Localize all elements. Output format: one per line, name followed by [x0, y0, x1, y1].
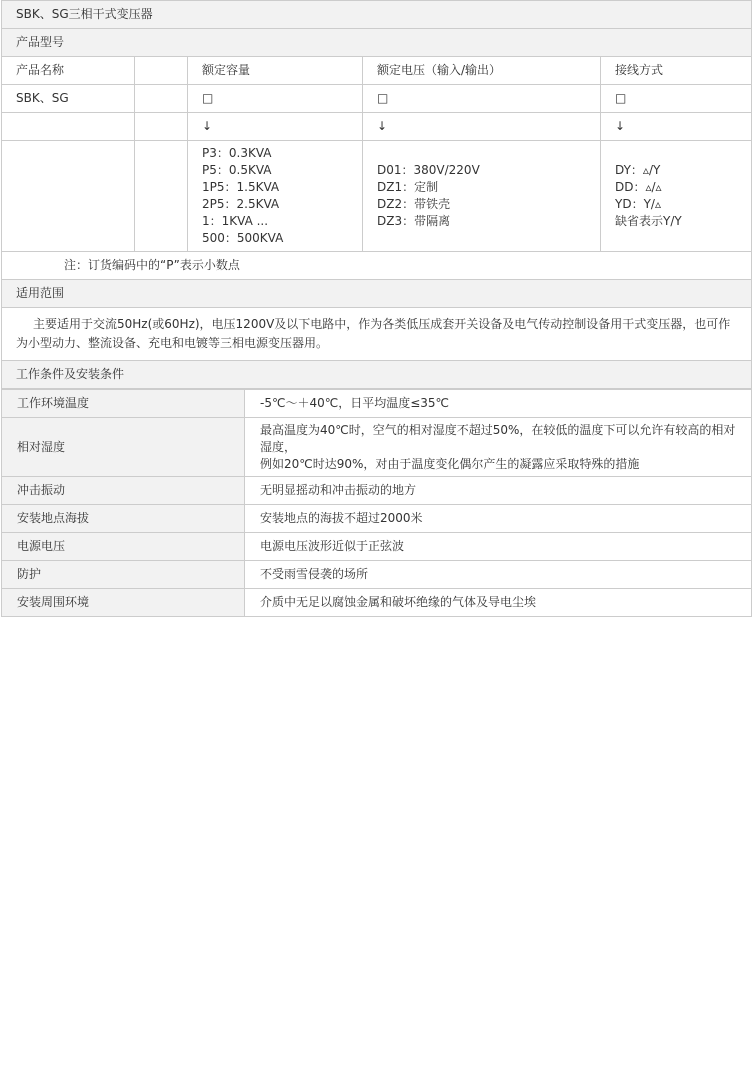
- wiring-option: DD：▵/▵: [615, 180, 662, 194]
- table-row: [2, 561, 752, 589]
- table-row: [2, 533, 752, 561]
- options-row-blank-1: [2, 141, 135, 252]
- condition-value: 介质中无足以腐蚀金属和破坏绝缘的气体及导电尘埃: [245, 589, 752, 617]
- conditions-title: 工作条件及安装条件: [2, 361, 752, 389]
- product-title: SBK、SG三相干式变压器: [2, 1, 752, 29]
- voltage-option: D01：380V/220V: [377, 163, 480, 177]
- wiring-placeholder: □: [601, 85, 752, 113]
- capacity-option: P3：0.3KVA: [202, 146, 272, 160]
- voltage-option: DZ1：定制: [377, 180, 439, 194]
- header-rated-voltage: 额定电压（输入/输出）: [363, 57, 601, 85]
- condition-label: 安装地点海拔: [2, 505, 245, 533]
- capacity-options: [188, 141, 363, 252]
- blank-value: [135, 85, 188, 113]
- scope-text: 主要适用于交流50Hz(或60Hz)，电压1200V及以下电路中，作为各类低压成套开关设备及电气传动控制设备用干式变压器，也可作为小型动力、整流设备、充电和电镀等三相电源变压器用。: [2, 308, 752, 361]
- table-row: [2, 390, 752, 418]
- voltage-option: DZ3：带隔离: [377, 214, 451, 228]
- condition-label: 相对湿度: [2, 418, 245, 477]
- humidity-line: 最高温度为40℃时，空气的相对湿度不超过50%，在较低的温度下可以允许有较高的相对湿度，: [260, 422, 736, 454]
- header-wiring: 接线方式: [601, 57, 752, 85]
- arrow-row-blank-2: [135, 113, 188, 141]
- capacity-arrow-icon: ↓: [188, 113, 363, 141]
- capacity-option: 500：500KVA: [202, 231, 284, 245]
- scope-title: 适用范围: [2, 280, 752, 308]
- voltage-placeholder: □: [363, 85, 601, 113]
- capacity-option: P5：0.5KVA: [202, 163, 272, 177]
- arrow-row-blank-1: [2, 113, 135, 141]
- table-row: [2, 505, 752, 533]
- wiring-option: DY：▵/Y: [615, 163, 661, 177]
- voltage-options: [363, 141, 601, 252]
- capacity-option: 2P5：2.5KVA: [202, 197, 280, 211]
- product-name-value: SBK、SG: [2, 85, 135, 113]
- condition-label: 电源电压: [2, 533, 245, 561]
- condition-value: -5℃～＋40℃，日平均温度≤35℃: [245, 390, 752, 418]
- condition-label: 防护: [2, 561, 245, 589]
- condition-value-multiline: [245, 418, 752, 477]
- capacity-option: 1P5：1.5KVA: [202, 180, 280, 194]
- table-row: [2, 418, 752, 477]
- wiring-option: YD：Y/▵: [615, 197, 661, 211]
- ordering-note: 注：订货编码中的“P”表示小数点: [2, 252, 752, 280]
- model-section-title: 产品型号: [2, 29, 752, 57]
- condition-value: 电源电压波形近似于正弦波: [245, 533, 752, 561]
- header-rated-capacity: 额定容量: [188, 57, 363, 85]
- condition-value: 安装地点的海拔不超过2000米: [245, 505, 752, 533]
- humidity-line: 例如20℃时达90%，对由于温度变化偶尔产生的凝露应采取特殊的措施: [260, 456, 640, 471]
- voltage-arrow-icon: ↓: [363, 113, 601, 141]
- voltage-option: DZ2：带铁壳: [377, 197, 451, 211]
- condition-label: 安装周围环境: [2, 589, 245, 617]
- header-product-name: 产品名称: [2, 57, 135, 85]
- conditions-table: [1, 389, 752, 617]
- wiring-option: 缺省表示Y/Y: [615, 214, 682, 228]
- condition-value: 无明显摇动和冲击振动的地方: [245, 477, 752, 505]
- options-row-blank-2: [135, 141, 188, 252]
- header-blank: [135, 57, 188, 85]
- table-row: [2, 589, 752, 617]
- table-row: [2, 477, 752, 505]
- condition-label: 工作环境温度: [2, 390, 245, 418]
- wiring-options: [601, 141, 752, 252]
- product-spec-table: [1, 0, 752, 389]
- condition-value: 不受雨雪侵袭的场所: [245, 561, 752, 589]
- wiring-arrow-icon: ↓: [601, 113, 752, 141]
- capacity-option: 1：1KVA ...: [202, 214, 269, 228]
- condition-label: 冲击振动: [2, 477, 245, 505]
- capacity-placeholder: □: [188, 85, 363, 113]
